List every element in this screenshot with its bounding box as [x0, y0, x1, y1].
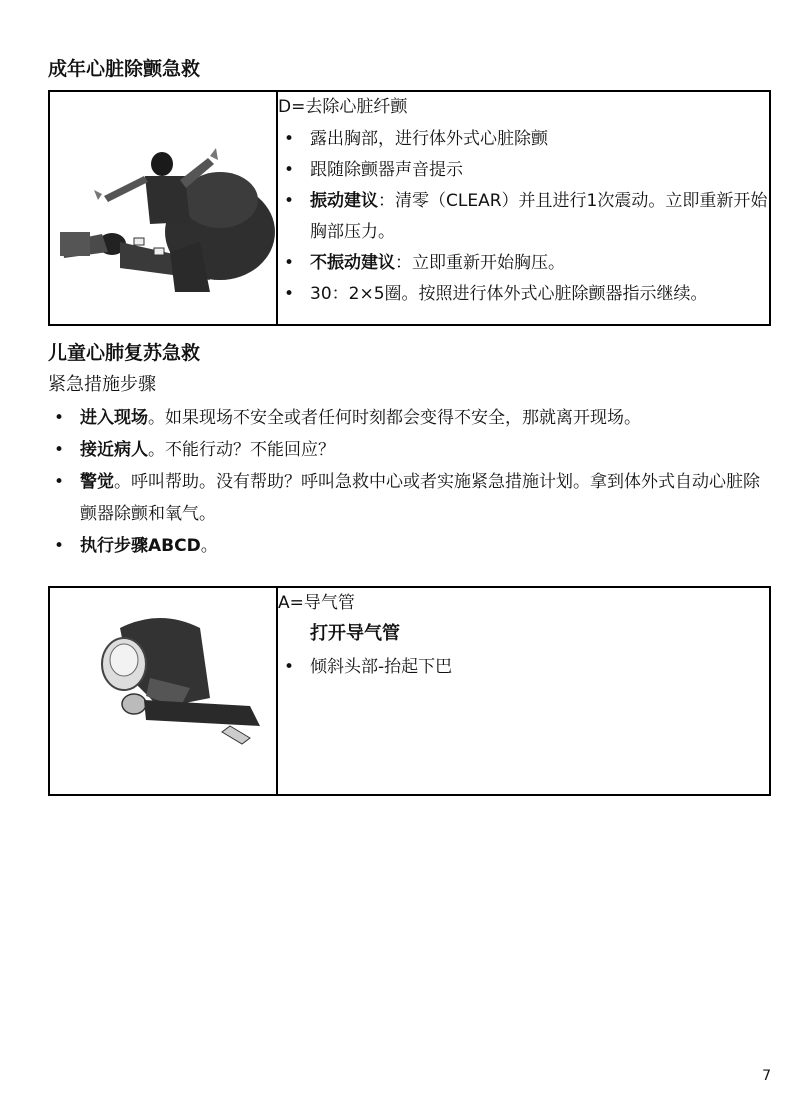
list-item: [278, 248, 769, 279]
child-section-subheading: 紧急措施步骤: [48, 374, 156, 395]
list-item-text: 。不能行动？不能回应？: [148, 440, 335, 460]
list-item-keyword: 振动建议: [310, 191, 378, 211]
list-item-text: 。如果现场不安全或者任何时刻都会变得不安全，那就离开现场。: [148, 408, 641, 428]
list-item: [48, 466, 768, 530]
airway-illustration: [50, 588, 276, 796]
list-item-text: 跟随除颤器声音提示: [310, 160, 463, 180]
list-item-text: ：清零（CLEAR）并且进行1次震动。立即重新开始胸部压力。: [310, 191, 768, 242]
list-item: [48, 530, 768, 562]
bullet-icon: •: [54, 536, 65, 556]
child-airway-subtitle: 打开导气管: [310, 623, 400, 644]
list-item: [278, 279, 769, 310]
bullet-icon: •: [284, 657, 295, 677]
child-airway-title: A=导气管: [278, 593, 355, 613]
page-number: 7: [762, 1068, 771, 1084]
child-section-heading: 儿童心肺复苏急救: [48, 342, 201, 364]
list-item: [278, 186, 769, 248]
adult-defib-title: D=去除心脏纤颤: [278, 97, 408, 117]
list-item-keyword: 不振动建议: [310, 253, 395, 273]
list-item-text: 30：2×5圈。按照进行体外式心脏除颤器指示继续。: [310, 284, 708, 304]
emergency-steps-list: [48, 402, 768, 562]
adult-defib-list: [278, 124, 769, 310]
list-item-keyword: 执行步骤ABCD: [80, 536, 201, 556]
bullet-icon: •: [54, 440, 65, 460]
list-item-text: 倾斜头部-抬起下巴: [310, 657, 453, 677]
bullet-icon: •: [54, 472, 65, 492]
bullet-icon: •: [54, 408, 65, 428]
defibrillation-illustration: [50, 92, 276, 326]
list-item: [48, 434, 768, 466]
child-airway-text-cell: [277, 587, 770, 795]
bullet-icon: •: [284, 284, 295, 304]
adult-defib-illustration-cell: [49, 91, 277, 325]
list-item-text: ：立即重新开始胸压。: [395, 253, 565, 273]
list-item: [278, 155, 769, 186]
list-item: [278, 124, 769, 155]
bullet-icon: •: [284, 191, 295, 211]
child-airway-list: [278, 652, 769, 683]
child-airway-illustration-cell: [49, 587, 277, 795]
bullet-icon: •: [284, 129, 295, 149]
list-item-text: 。呼叫帮助。没有帮助？呼叫急救中心或者实施紧急措施计划。拿到体外式自动心脏除颤器除颤和氧气。: [80, 472, 760, 524]
bullet-icon: •: [284, 160, 295, 180]
list-item-text: 。: [200, 536, 218, 556]
list-item-keyword: 进入现场: [80, 408, 148, 428]
list-item-text: 露出胸部，进行体外式心脏除颤: [310, 129, 548, 149]
list-item-keyword: 警觉: [80, 472, 114, 492]
adult-section-heading: 成年心脏除颤急救: [48, 58, 201, 80]
adult-defib-text-cell: [277, 91, 770, 325]
list-item-keyword: 接近病人: [80, 440, 148, 460]
adult-defib-table: [48, 90, 771, 326]
list-item: [278, 652, 769, 683]
list-item: [48, 402, 768, 434]
child-airway-table: [48, 586, 771, 796]
bullet-icon: •: [284, 253, 295, 273]
